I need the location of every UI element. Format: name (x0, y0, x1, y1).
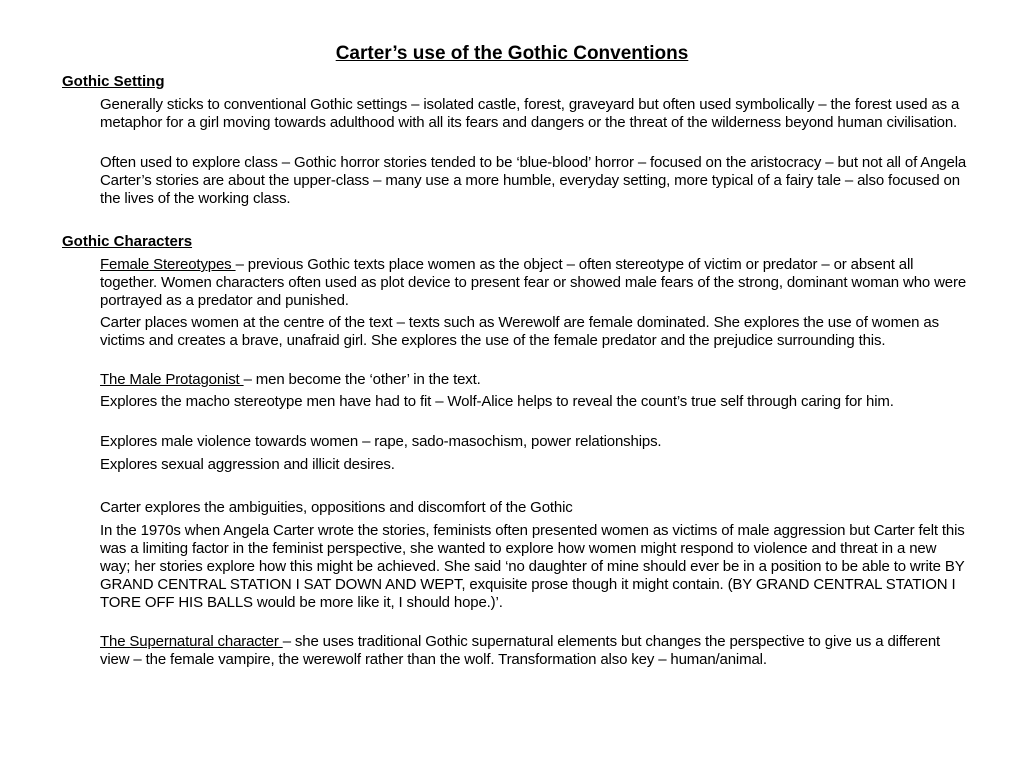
section-heading-gothic-setting: Gothic Setting (62, 73, 165, 90)
page-title: Carter’s use of the Gothic Conventions (335, 43, 689, 64)
paragraph (100, 256, 970, 310)
paragraph-text: Explores male violence towards women – rape, sado-masochism, power relationships. (100, 433, 662, 450)
paragraph (100, 499, 970, 517)
paragraph-text: – previous Gothic texts place women as the object – often stereotype of victim or predator – or absent all together. Women characters often used as plot device to present fear or showed male fears of the strong, dominant woman who were portrayed as a predator and punished. (100, 256, 967, 309)
paragraph (100, 522, 970, 612)
paragraph-text: – men become the ‘other’ in the text. (243, 371, 481, 388)
paragraph-lead: The Supernatural character (100, 633, 283, 650)
paragraph (100, 433, 970, 451)
paragraph (100, 393, 970, 411)
paragraph-text: Generally sticks to conventional Gothic settings – isolated castle, forest, graveyard but often used symbolically – the forest used as a metaphor for a girl moving towards adulthood with all its fears and dangers or the threat of the wilderness beyond human civilisation. (100, 96, 960, 131)
paragraph (100, 154, 970, 208)
paragraph-text: In the 1970s when Angela Carter wrote the stories, feminists often presented women as victims of male aggression but Carter felt this was a limiting factor in the feminist perspective, she wanted to explore how women might respond to violence and threat in a new way; her stories explore how this might be achieved. She said ‘no daughter of mine should ever be in a position to be able to write BY GRAND CENTRAL STATION I SAT DOWN AND WEPT, exquisite prose though it might contain. (BY GRAND CENTRAL STATION I TORE OFF HIS BALLS would be more like it, I should hope.)’. (100, 522, 965, 611)
paragraph-text: – she uses traditional Gothic supernatural elements but changes the perspective to give us a different view – the female vampire, the werewolf rather than the wolf. Transformation also key – human/animal. (100, 633, 941, 668)
paragraph-lead: Female Stereotypes (100, 256, 236, 273)
paragraph-text: Carter places women at the centre of the text – texts such as Werewolf are female dominated. She explores the use of women as victims and creates a brave, unafraid girl. She explores the use of the female predator and the prejudice surrounding this. (100, 314, 939, 349)
paragraph (100, 456, 970, 474)
paragraph-text: Often used to explore class – Gothic horror stories tended to be ‘blue-blood’ horror – focused on the aristocracy – but not all of Angela Carter’s stories are about the upper-class – many use a more humble, everyday setting, more typical of a fairy tale – also focused on the lives of the working class. (100, 154, 967, 207)
paragraph (100, 633, 970, 669)
paragraph-text: Explores sexual aggression and illicit desires. (100, 456, 395, 473)
paragraph (100, 96, 970, 132)
section-heading-gothic-characters: Gothic Characters (62, 233, 193, 250)
paragraph (100, 314, 970, 350)
paragraph (100, 371, 970, 389)
paragraph-text: Carter explores the ambiguities, oppositions and discomfort of the Gothic (100, 499, 573, 516)
paragraph-text: Explores the macho stereotype men have had to fit – Wolf-Alice helps to reveal the count’s true self through caring for him. (100, 393, 894, 410)
paragraph-lead: The Male Protagonist (100, 371, 244, 388)
